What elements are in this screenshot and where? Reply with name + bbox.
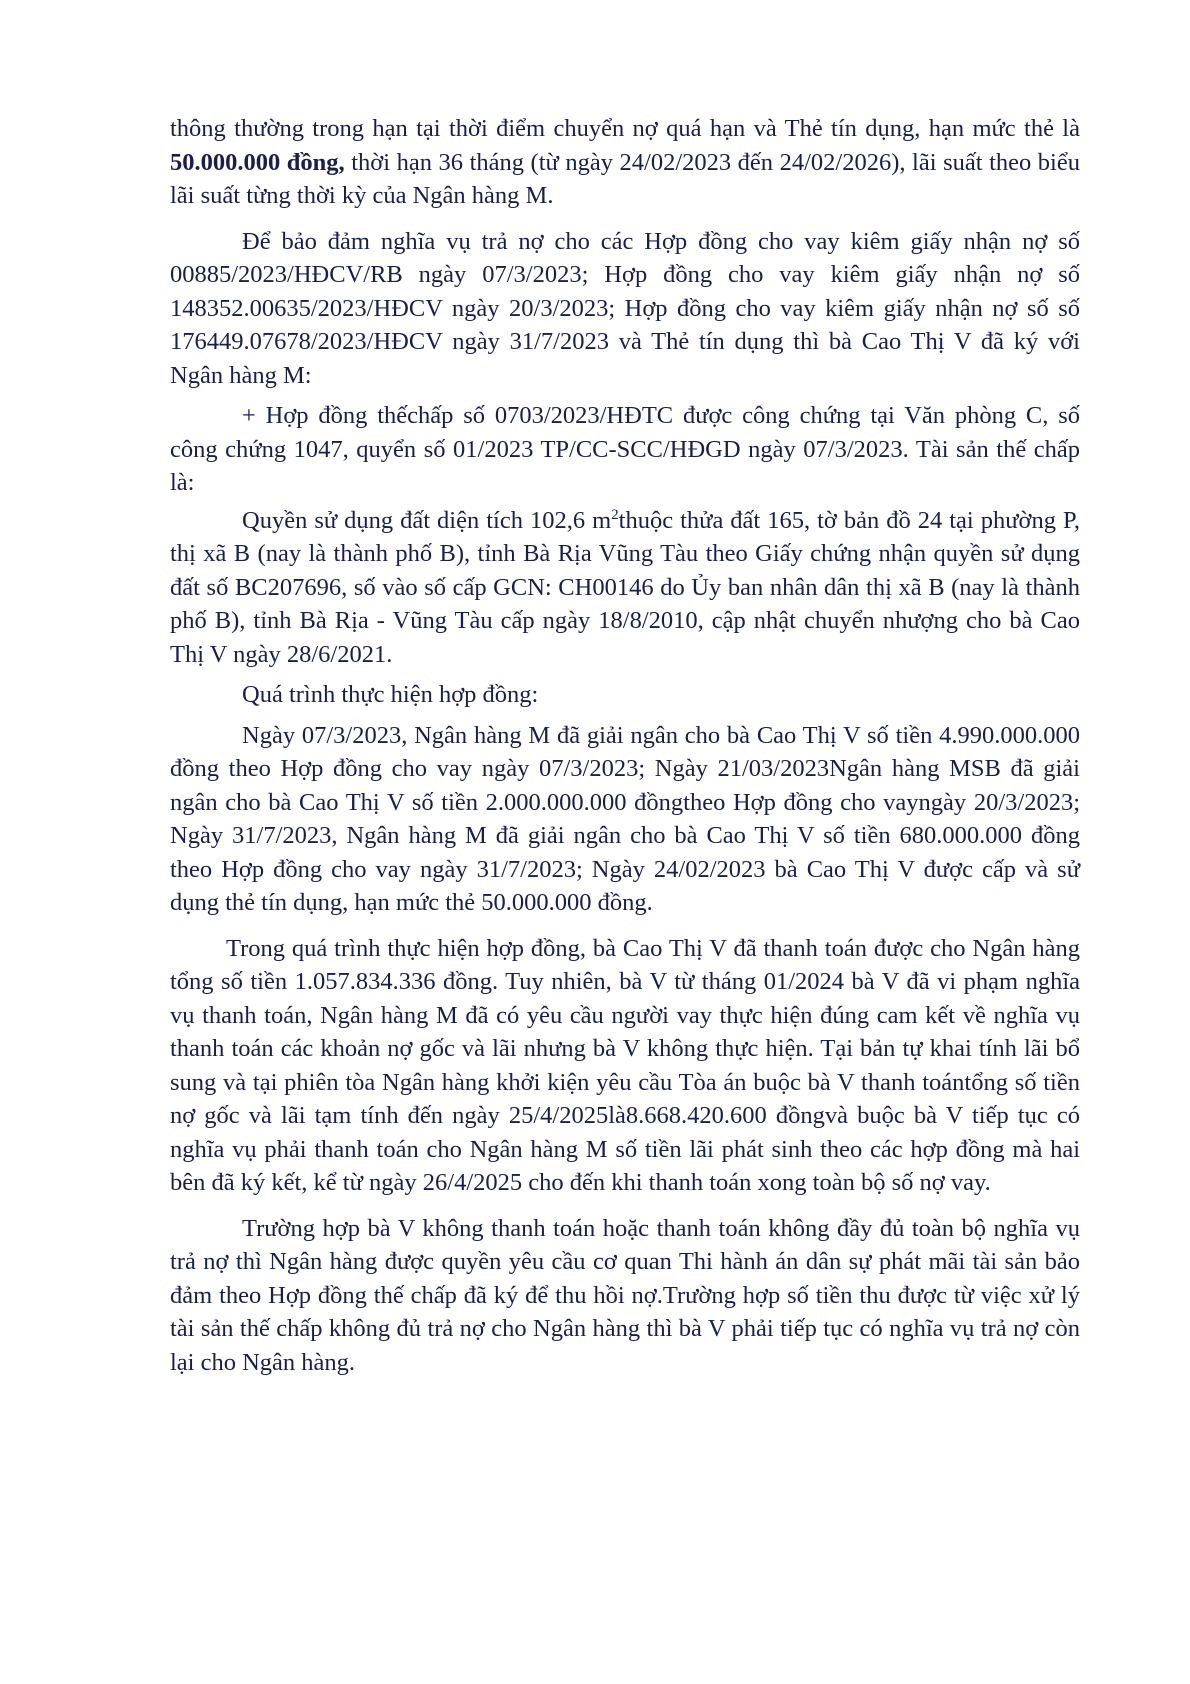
- paragraph-text: Quyền sử dụng đất diện tích 102,6 m: [242, 506, 612, 534]
- paragraph-text: thuộc thửa đất 165, tờ bản đồ 24 tại phường P, thị xã B (nay là thành phố B), tỉnh Bà Rịa Vũng Tàu theo Giấy chứng nhận quyền sử dụng đất số BC207696, số vào số cấp GCN: CH00146 do Ủy ban nhân dân thị xã B (nay là thành phố B), tỉnh Bà Rịa - Vũng Tàu cấp ngày 18/8/2010, cập nhật chuyển nhượng cho bà Cao Thị V ngày 28/6/2021.: [170, 506, 1081, 668]
- superscript: 2: [611, 506, 619, 523]
- paragraph-collateral-enforcement: Trường hợp bà V không thanh toán hoặc thanh toán không đầy đủ toàn bộ nghĩa vụ trả nợ thì Ngân hàng được quyền yêu cầu cơ quan Thi hành án dân sự phát mãi tài sản bảo đảm theo Hợp đồng thế chấp đã ký để thu hồi nợ.Trường hợp số tiền thu được từ việc xử lý tài sản thế chấp không đủ trả nợ cho Ngân hàng thì bà V phải tiếp tục có nghĩa vụ trả nợ còn lại cho Ngân hàng.: [170, 1214, 1080, 1376]
- paragraph-security-obligation: Để bảo đảm nghĩa vụ trả nợ cho các Hợp đồng cho vay kiêm giấy nhận nợ số 00885/2023/HĐCV/RB ngày 07/3/2023; Hợp đồng cho vay kiêm giấy nhận nợ số 148352.00635/2023/HĐCV ngày 20/3/2023; Hợp đồng cho vay kiêm giấy nhận nợ số số 176449.07678/2023/HĐCV ngày 31/7/2023 và Thẻ tín dụng thì bà Cao Thị V đã ký với Ngân hàng M:: [170, 227, 1080, 389]
- paragraph-card-limit: [170, 112, 1080, 213]
- paragraph-payment-violation: Trong quá trình thực hiện hợp đồng, bà Cao Thị V đã thanh toán được cho Ngân hàng tổng số tiền 1.057.834.336 đồng. Tuy nhiên, bà V từ tháng 01/2024 bà V đã vi phạm nghĩa vụ thanh toán, Ngân hàng M đã có yêu cầu người vay thực hiện đúng cam kết về nghĩa vụ thanh toán các khoản nợ gốc và lãi nhưng bà V không thực hiện. Tại bản tự khai tính lãi bổ sung và tại phiên tòa Ngân hàng khởi kiện yêu cầu Tòa án buộc bà V thanh toántổng số tiền nợ gốc và lãi tạm tính đến ngày 25/4/2025là8.668.420.600 đồngvà buộc bà V tiếp tục có nghĩa vụ phải thanh toán cho Ngân hàng M số tiền lãi phát sinh theo các hợp đồng mà hai bên đã ký kết, kể từ ngày 26/4/2025 cho đến khi thanh toán xong toàn bộ số nợ vay.: [170, 934, 1080, 1196]
- paragraph-text: thời hạn 36 tháng (từ ngày 24/02/2023 đến 24/02/2026), lãi suất theo biểu lãi suất từng thời kỳ của Ngân hàng M.: [170, 148, 1080, 209]
- document-page: [170, 112, 1080, 1379]
- paragraph-mortgage-contract: + Hợp đồng thếchấp số 0703/2023/HĐTC được công chứng tại Văn phòng C, số công chứng 1047, quyển số 01/2023 TP/CC-SCC/HĐGD ngày 07/3/2023. Tài sản thế chấp là:: [170, 402, 1080, 496]
- paragraph-disbursements: Ngày 07/3/2023, Ngân hàng M đã giải ngân cho bà Cao Thị V số tiền 4.990.000.000 đồng theo Hợp đồng cho vay ngày 07/3/2023; Ngày 21/03/2023Ngân hàng MSB đã giải ngân cho bà Cao Thị V số tiền 2.000.000.000 đồngtheo Hợp đồng cho vayngày 20/3/2023; Ngày 31/7/2023, Ngân hàng M đã giải ngân cho bà Cao Thị V số tiền 680.000.000 đồng theo Hợp đồng cho vay ngày 31/7/2023; Ngày 24/02/2023 bà Cao Thị V được cấp và sử dụng thẻ tín dụng, hạn mức thẻ 50.000.000 đồng.: [170, 721, 1080, 916]
- paragraph-land-use-right: [170, 504, 1080, 672]
- card-limit-amount: 50.000.000 đồng,: [170, 148, 345, 176]
- paragraph-contract-process-heading: Quá trình thực hiện hợp đồng:: [242, 681, 539, 708]
- paragraph-text: thông thường trong hạn tại thời điểm chuyển nợ quá hạn và Thẻ tín dụng, hạn mức thẻ là: [170, 115, 1080, 142]
